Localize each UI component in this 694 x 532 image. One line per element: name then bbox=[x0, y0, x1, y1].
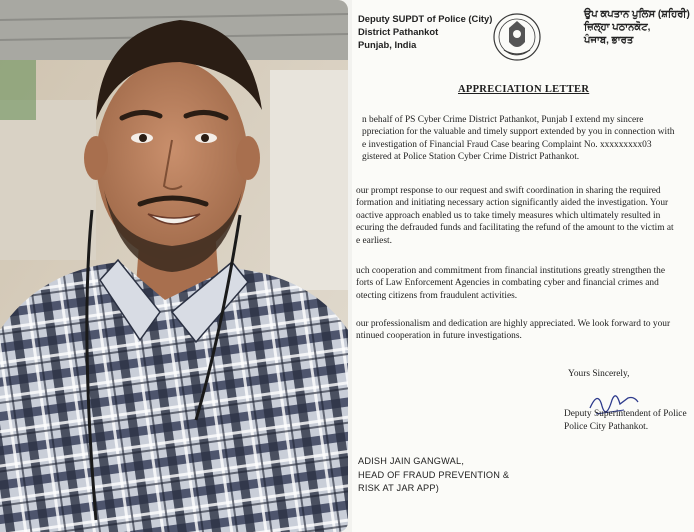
signatory-line: Deputy Superintendent of Police bbox=[564, 409, 687, 419]
recipient-line: RISK AT JAR APP) bbox=[358, 483, 439, 493]
letter-line: e earliest. bbox=[356, 235, 392, 246]
recipient-line: HEAD OF FRAUD PREVENTION & bbox=[358, 469, 510, 480]
letterhead-right-line: ਪੰਜਾਬ, ਭਾਰਤ bbox=[584, 35, 634, 46]
letter-line: our professionalism and dedication are highly appreciated. We look forward to your bbox=[356, 319, 671, 329]
letter-closing: Yours Sincerely, bbox=[568, 369, 630, 379]
letter-line: ppreciation for the valuable and timely support extended by you in connection with bbox=[362, 127, 675, 138]
letter-line: ntinued cooperation in future investigations. bbox=[356, 331, 522, 342]
letterhead-right-line: ਜ਼ਿਲ੍ਹਾ ਪਠਾਨਕੋਟ, bbox=[584, 22, 651, 33]
letter-title: APPRECIATION LETTER bbox=[458, 84, 590, 95]
letter-line: uch cooperation and commitment from financial institutions greatly strengthen the bbox=[356, 266, 666, 276]
letter-line: otecting citizens from fraudulent activities. bbox=[356, 290, 518, 301]
letterhead-left-line: Punjab, India bbox=[358, 39, 417, 50]
letterhead-left-line: Deputy SUPDT of Police (City) bbox=[358, 13, 493, 24]
signatory-block bbox=[564, 408, 687, 434]
signatory-line: Police City Pathankot. bbox=[564, 422, 649, 432]
letter-line: forts of Law Enforcement Agencies in combating cyber and financial crimes and bbox=[356, 278, 659, 289]
letterhead-left bbox=[358, 12, 498, 51]
letter-line: our prompt response to our request and swift coordination in sharing the required bbox=[356, 186, 661, 196]
letter-line: oactive approach enabled us to take timely measures which ultimately resulted in bbox=[356, 210, 661, 221]
letter-line: formation and initiating necessary action significantly aided the investigation. Your bbox=[356, 198, 669, 209]
letter-line: n behalf of PS Cyber Crime District Pathankot, Punjab I extend my sincere bbox=[362, 115, 644, 125]
letter-line: ecuring the defrauded funds and facilitating the refund of the amount to the victim at bbox=[356, 223, 674, 234]
letterhead-right-punjabi bbox=[584, 8, 694, 47]
appreciation-letter bbox=[352, 0, 694, 532]
recipient-line: ADISH JAIN GANGWAL, bbox=[358, 456, 465, 466]
letterhead-right-line: ਉਪ ਕਪਤਾਨ ਪੁਲਿਸ (ਸ਼ਹਿਰੀ) bbox=[584, 9, 690, 20]
letter-paragraph-4 bbox=[356, 318, 694, 343]
letter-line: gistered at Police Station Cyber Crime District Pathankot. bbox=[362, 152, 580, 163]
police-emblem-icon bbox=[492, 12, 542, 62]
recipient-block bbox=[358, 455, 509, 496]
letter-paragraph-2 bbox=[356, 185, 694, 247]
letter-line: e investigation of Financial Fraud Case bearing Complaint No. xxxxxxxxx03 bbox=[362, 139, 652, 150]
letter-paragraph-1 bbox=[362, 114, 694, 164]
letter-paragraph-3 bbox=[356, 265, 694, 302]
letterhead-left-line: District Pathankot bbox=[358, 26, 439, 37]
